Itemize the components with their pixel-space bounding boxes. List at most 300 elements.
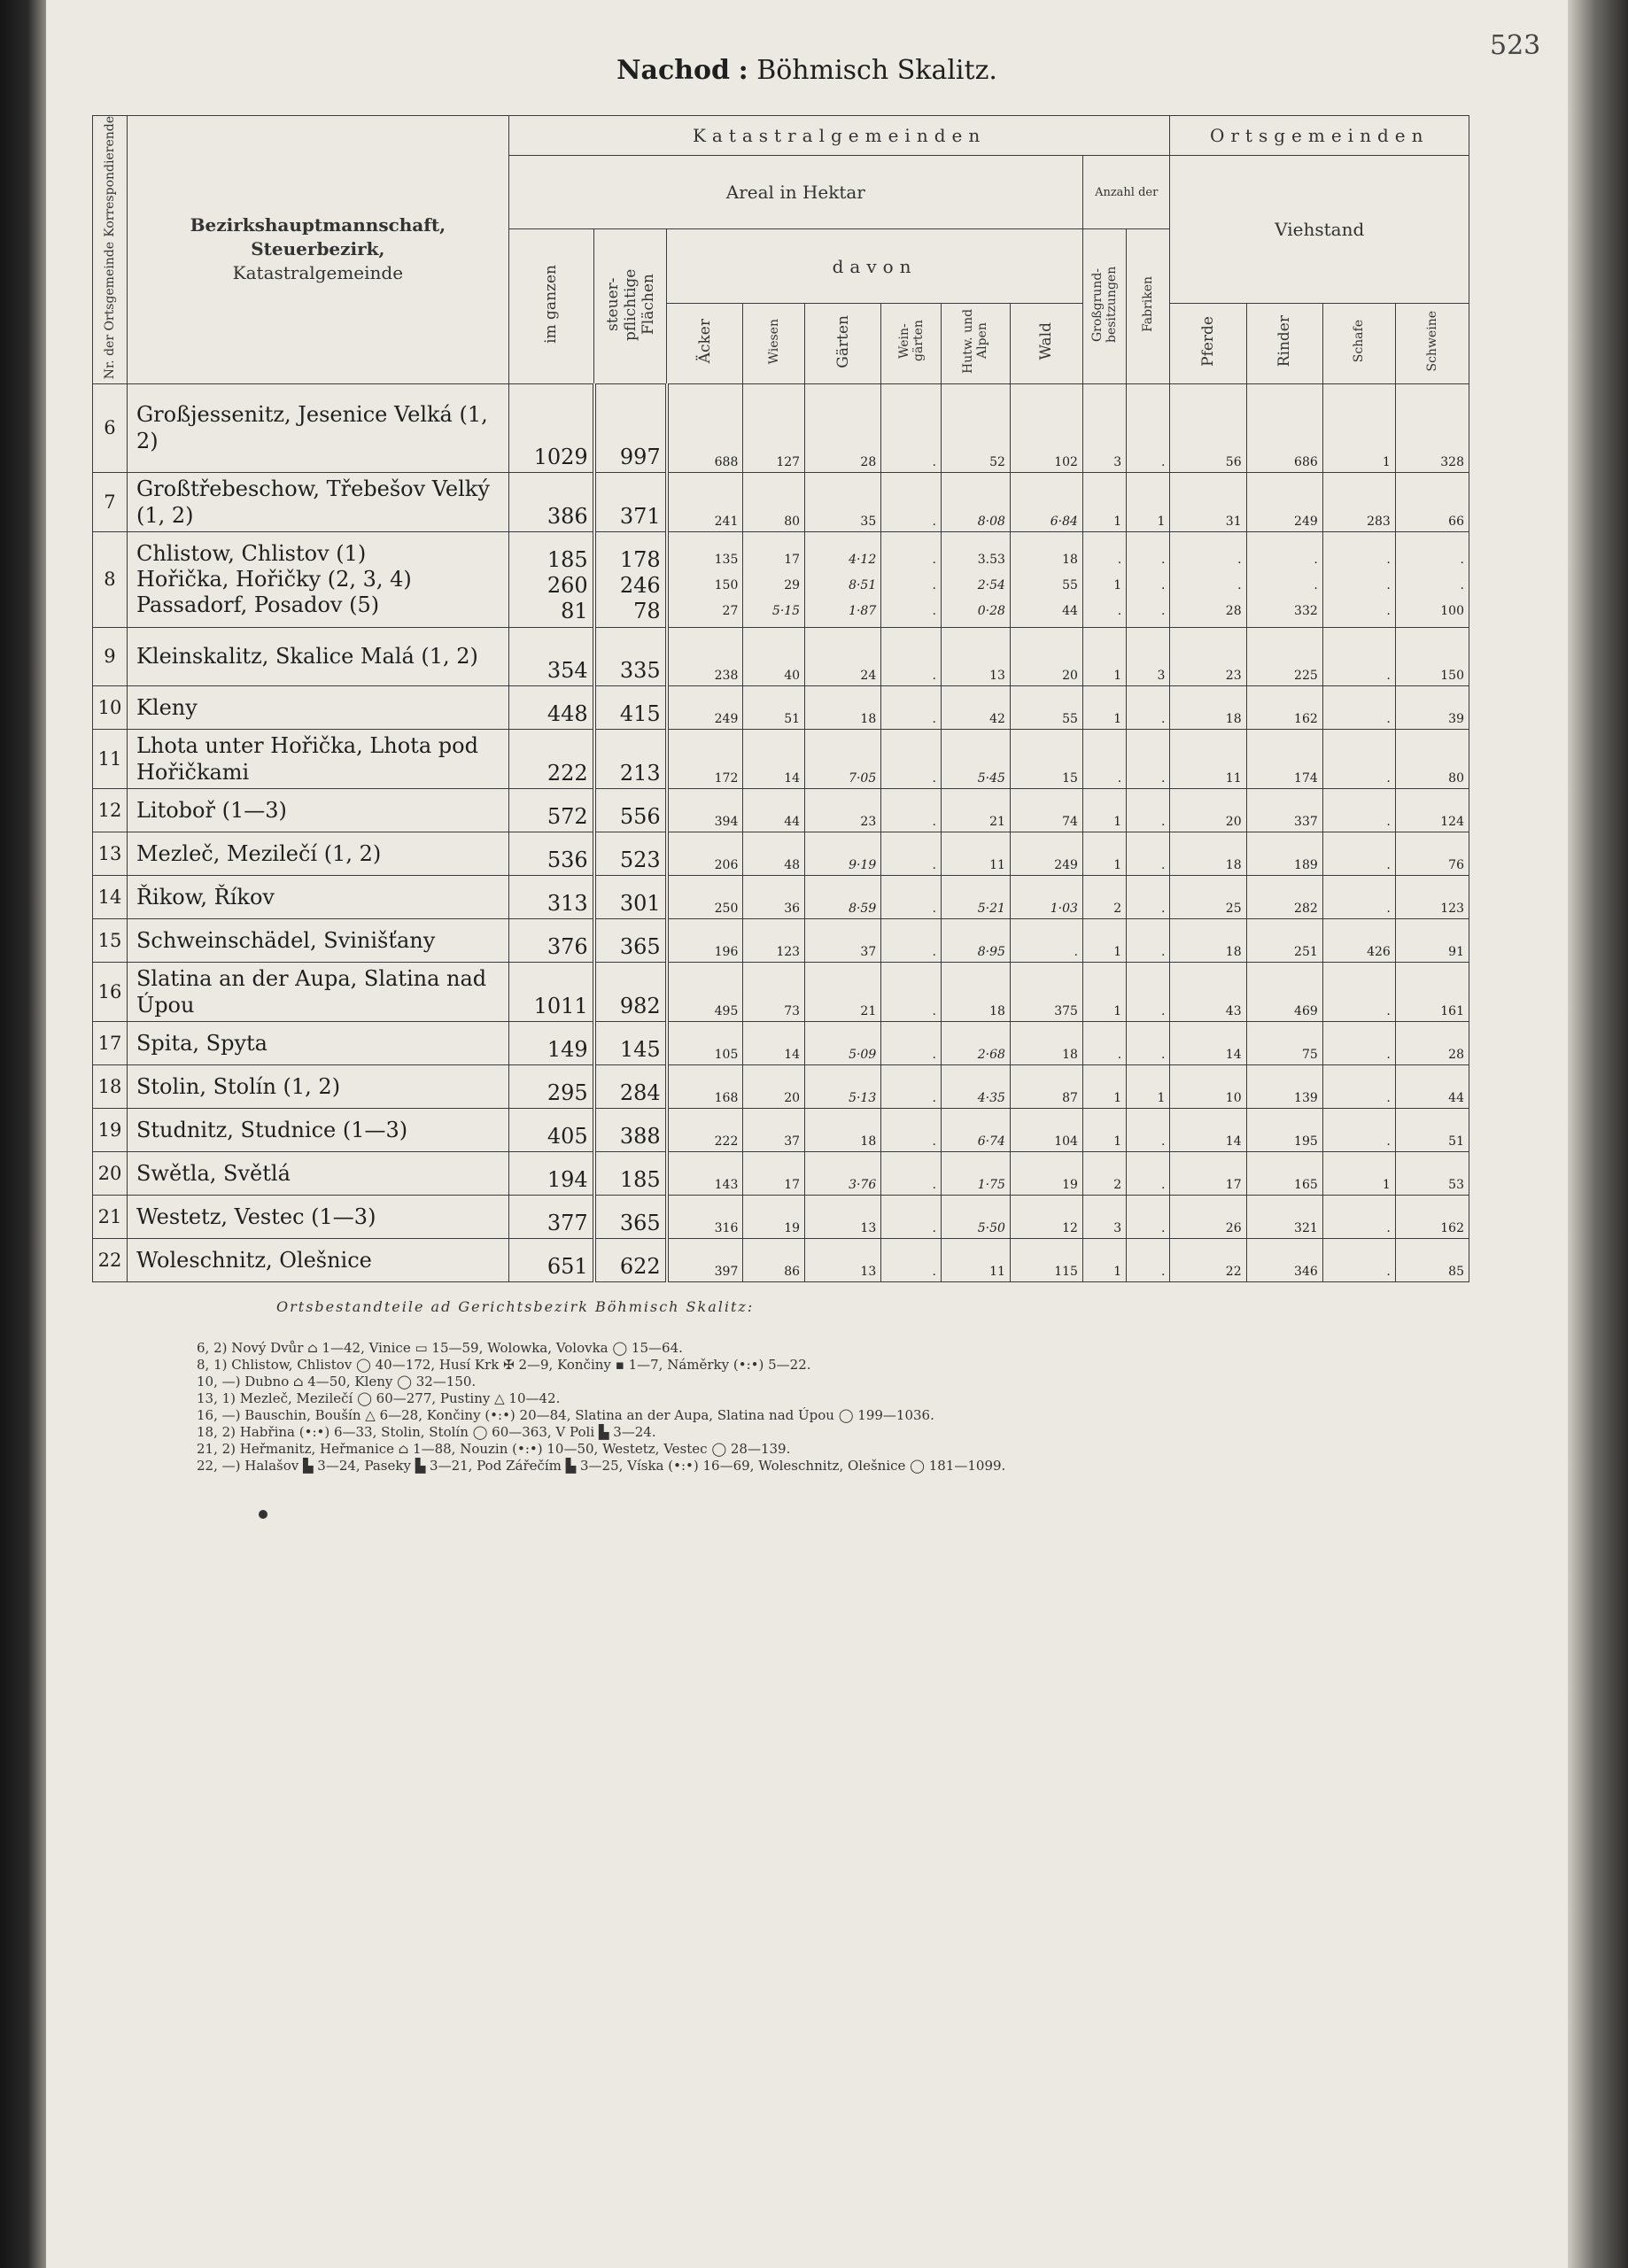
row-number: 20 — [93, 1151, 128, 1195]
cell-wald: 87 — [1010, 1064, 1082, 1108]
cell-schafe: . — [1322, 627, 1395, 685]
cell-taxable: 415 — [594, 685, 667, 729]
cell-schafe: 283 — [1322, 472, 1395, 531]
cell-fabr: 3 — [1127, 627, 1170, 685]
cell-acker: 206 — [667, 832, 743, 875]
cell-wiesen: 14 — [743, 729, 805, 788]
cell-taxable: 622 — [594, 1238, 667, 1281]
cell-wiesen: 48 — [743, 832, 805, 875]
cell-rinder: 195 — [1246, 1108, 1322, 1151]
cell-gross: 3 — [1082, 383, 1126, 472]
cell-wald: 19 — [1010, 1151, 1082, 1195]
cell-garten: 28 — [805, 383, 881, 472]
cell-fabr: 1 — [1127, 1064, 1170, 1108]
row-number: 17 — [93, 1021, 128, 1064]
cell-schweine: 28 — [1395, 1021, 1469, 1064]
row-name-line: Hořička, Hořičky (2, 3, 4) — [136, 566, 412, 592]
cell-rinder: 337 — [1246, 788, 1322, 832]
row-name: Kleinskalitz, Skalice Malá (1, 2) — [127, 627, 508, 685]
row-number: 7 — [93, 472, 128, 531]
cell-wald: 1·03 — [1010, 875, 1082, 918]
row-number: 19 — [93, 1108, 128, 1151]
cell-rinder: 174 — [1246, 729, 1322, 788]
table-row — [93, 1195, 1469, 1238]
cell-schweine: 51 — [1395, 1108, 1469, 1151]
cell-gross: 1 — [1082, 1064, 1126, 1108]
cell-total: 651 — [508, 1238, 593, 1281]
cell-rinder: 165 — [1246, 1151, 1322, 1195]
cell-gross: . — [1082, 729, 1126, 788]
cell-pferde: 11 — [1170, 729, 1246, 788]
cell-value: . — [1386, 603, 1391, 618]
row-number: 16 — [93, 962, 128, 1021]
cell-wald: 20 — [1010, 627, 1082, 685]
cell-wald: 15 — [1010, 729, 1082, 788]
cell-pferde: 56 — [1170, 383, 1246, 472]
cell-acker: 495 — [667, 962, 743, 1021]
cell-rinder: 346 — [1246, 1238, 1322, 1281]
cell-value: 260 — [547, 572, 588, 598]
cell-wiesen: 14 — [743, 1021, 805, 1064]
running-head — [46, 55, 1568, 86]
cell-taxable: 371 — [594, 472, 667, 531]
cell-fabr — [1127, 531, 1170, 627]
cell-rinder: 282 — [1246, 875, 1322, 918]
row-number: 13 — [93, 832, 128, 875]
row-name: Mezleč, Mezilečí (1, 2) — [127, 832, 508, 875]
table-row — [93, 962, 1469, 1021]
cell-schweine: 76 — [1395, 832, 1469, 875]
cell-wiesen: 44 — [743, 788, 805, 832]
cell-garten: 18 — [805, 685, 881, 729]
cell-schweine: 85 — [1395, 1238, 1469, 1281]
cell-hutw: 18 — [941, 962, 1010, 1021]
cell-wiesen: 73 — [743, 962, 805, 1021]
cell-gross: 2 — [1082, 875, 1126, 918]
row-number: 9 — [93, 627, 128, 685]
header-weingarten: Wein-gärten — [881, 303, 942, 383]
cell-total: 448 — [508, 685, 593, 729]
cell-total: 1011 — [508, 962, 593, 1021]
cell-acker: 105 — [667, 1021, 743, 1064]
cell-schafe: 426 — [1322, 918, 1395, 962]
cell-total: 536 — [508, 832, 593, 875]
footnote-line: 16, —) Bauschin, Boušín △ 6—28, Končiny (•:•) 20—84, Slatina an der Aupa, Slatina nad Úpou ◯ 199—1036. — [197, 1407, 934, 1423]
cell-total: 149 — [508, 1021, 593, 1064]
header-steuerpflichtig: steuer-pflichtige Flächen — [594, 229, 667, 384]
cell-garten: 18 — [805, 1108, 881, 1151]
cell-pferde: 18 — [1170, 685, 1246, 729]
cell-schweine: 53 — [1395, 1151, 1469, 1195]
header-im-ganzen: im ganzen — [508, 229, 593, 384]
cell-wiesen: 80 — [743, 472, 805, 531]
cell-acker — [667, 531, 743, 627]
cell-acker: 238 — [667, 627, 743, 685]
table-row — [93, 1108, 1469, 1151]
cell-wald: 18 — [1010, 1021, 1082, 1064]
row-name: Woleschnitz, Olešnice — [127, 1238, 508, 1281]
cell-schafe: . — [1322, 788, 1395, 832]
cell-hutw: 5·45 — [941, 729, 1010, 788]
cell-fabr: . — [1127, 1195, 1170, 1238]
header-nr-line2: Nr. der Ortsgemeinde — [102, 241, 117, 379]
cell-wein: . — [881, 1064, 942, 1108]
cell-value: 178 — [619, 546, 661, 572]
cell-wald: 104 — [1010, 1108, 1082, 1151]
cell-value: 332 — [1294, 603, 1318, 618]
cell-wiesen — [743, 531, 805, 627]
row-name: Kleny — [127, 685, 508, 729]
cell-total: 354 — [508, 627, 593, 685]
cell-total: 295 — [508, 1064, 593, 1108]
cell-wiesen: 40 — [743, 627, 805, 685]
cell-hutw: 1·75 — [941, 1151, 1010, 1195]
cell-wein: . — [881, 875, 942, 918]
cell-taxable: 556 — [594, 788, 667, 832]
page — [46, 0, 1568, 2268]
cell-gross: 1 — [1082, 472, 1126, 531]
cell-acker: 249 — [667, 685, 743, 729]
cell-fabr: . — [1127, 1021, 1170, 1064]
cell-pferde: 10 — [1170, 1064, 1246, 1108]
row-name: Schweinschädel, Svinišťany — [127, 918, 508, 962]
cell-gross: 1 — [1082, 1238, 1126, 1281]
row-name: Großtřebeschow, Třebešov Velký (1, 2) — [127, 472, 508, 531]
row-name: Spita, Spyta — [127, 1021, 508, 1064]
cell-wald: 115 — [1010, 1238, 1082, 1281]
cell-taxable: 365 — [594, 1195, 667, 1238]
cell-garten: 5·09 — [805, 1021, 881, 1064]
cell-hutw: 6·74 — [941, 1108, 1010, 1151]
cell-value: 100 — [1440, 603, 1464, 618]
cell-hutw: 21 — [941, 788, 1010, 832]
table-row — [93, 729, 1469, 788]
cell-value: 17 — [784, 552, 801, 567]
row-number: 18 — [93, 1064, 128, 1108]
cell-wald — [1010, 531, 1082, 627]
row-name: Slatina an der Aupa, Slatina nad Úpou — [127, 962, 508, 1021]
row-number: 12 — [93, 788, 128, 832]
cell-wein: . — [881, 1195, 942, 1238]
cell-wein: . — [881, 832, 942, 875]
cell-gross: 1 — [1082, 918, 1126, 962]
cell-pferde: 43 — [1170, 962, 1246, 1021]
cell-value: . — [1237, 552, 1242, 567]
cell-fabr: . — [1127, 918, 1170, 962]
row-name: Westetz, Vestec (1—3) — [127, 1195, 508, 1238]
cell-wein: . — [881, 472, 942, 531]
cell-value: 2·54 — [977, 577, 1005, 592]
header-nr — [93, 116, 128, 384]
cell-pferde: 20 — [1170, 788, 1246, 832]
cell-fabr: . — [1127, 1108, 1170, 1151]
row-name: Lhota unter Hořička, Lhota pod Hořičkami — [127, 729, 508, 788]
cell-pferde: 14 — [1170, 1108, 1246, 1151]
cell-gross: . — [1082, 1021, 1126, 1064]
table-row — [93, 832, 1469, 875]
cell-value: 29 — [784, 577, 801, 592]
cell-garten: 21 — [805, 962, 881, 1021]
cell-wein: . — [881, 1108, 942, 1151]
table-row — [93, 627, 1469, 685]
cell-hutw: 11 — [941, 1238, 1010, 1281]
cell-wein: . — [881, 383, 942, 472]
cell-rinder: 686 — [1246, 383, 1322, 472]
cell-pferde: 26 — [1170, 1195, 1246, 1238]
cell-rinder: 189 — [1246, 832, 1322, 875]
cell-schweine: 123 — [1395, 875, 1469, 918]
cell-fabr: . — [1127, 1238, 1170, 1281]
cell-gross: 1 — [1082, 832, 1126, 875]
cell-schweine: 44 — [1395, 1064, 1469, 1108]
cell-taxable: 301 — [594, 875, 667, 918]
cell-value: . — [932, 577, 936, 592]
cell-value: 44 — [1062, 603, 1078, 618]
cell-rinder: 225 — [1246, 627, 1322, 685]
cell-wein: . — [881, 962, 942, 1021]
cell-wald: 375 — [1010, 962, 1082, 1021]
table-header — [93, 116, 1469, 384]
cell-schafe: 1 — [1322, 1151, 1395, 1195]
cell-wiesen: 37 — [743, 1108, 805, 1151]
cell-total: 194 — [508, 1151, 593, 1195]
header-viehstand: Viehstand — [1170, 156, 1469, 304]
table-row — [93, 1238, 1469, 1281]
cell-rinder: 75 — [1246, 1021, 1322, 1064]
cell-value: 1·87 — [849, 603, 877, 618]
cell-garten: 35 — [805, 472, 881, 531]
cell-rinder — [1246, 531, 1322, 627]
cell-wiesen: 17 — [743, 1151, 805, 1195]
table-row — [93, 875, 1469, 918]
cell-acker: 241 — [667, 472, 743, 531]
cell-value: . — [1161, 552, 1166, 567]
cell-schafe: . — [1322, 832, 1395, 875]
book-binding-shadow-left — [0, 0, 46, 2268]
cell-schafe: . — [1322, 962, 1395, 1021]
footnote-line: 10, —) Dubno ⌂ 4—50, Kleny ◯ 32—150. — [197, 1374, 477, 1389]
cell-hutw: 8·08 — [941, 472, 1010, 531]
cell-hutw: 11 — [941, 832, 1010, 875]
row-name: Großjessenitz, Jesenice Velká (1, 2) — [127, 383, 508, 472]
cell-value: 28 — [1225, 603, 1242, 618]
cell-pferde: 17 — [1170, 1151, 1246, 1195]
cell-taxable: 982 — [594, 962, 667, 1021]
cell-garten: 9·19 — [805, 832, 881, 875]
cell-acker: 196 — [667, 918, 743, 962]
row-number: 21 — [93, 1195, 128, 1238]
header-areal: Areal in Hektar — [508, 156, 1082, 229]
cell-value: 135 — [714, 552, 739, 567]
cell-value: . — [1161, 577, 1166, 592]
cell-fabr: . — [1127, 962, 1170, 1021]
cell-value: 55 — [1062, 577, 1078, 592]
cell-pferde: 31 — [1170, 472, 1246, 531]
cell-pferde: 18 — [1170, 832, 1246, 875]
header-schweine: Schweine — [1395, 303, 1469, 383]
cell-value: . — [1161, 603, 1166, 618]
cell-total: 405 — [508, 1108, 593, 1151]
cell-garten: 3·76 — [805, 1151, 881, 1195]
cell-taxable — [594, 531, 667, 627]
cell-value: 3.53 — [977, 552, 1005, 567]
cell-gross: 2 — [1082, 1151, 1126, 1195]
cell-schweine: 328 — [1395, 383, 1469, 472]
cell-pferde: 22 — [1170, 1238, 1246, 1281]
cell-wald: . — [1010, 918, 1082, 962]
table-row — [93, 918, 1469, 962]
cell-fabr: . — [1127, 1151, 1170, 1195]
header-katastral: Katastralgemeinden — [508, 116, 1170, 156]
header-anzahl: Anzahl der — [1082, 156, 1170, 229]
cell-wein: . — [881, 1021, 942, 1064]
running-head-separator: : — [738, 55, 748, 86]
cell-rinder: 139 — [1246, 1064, 1322, 1108]
cell-hutw — [941, 531, 1010, 627]
cell-garten: 23 — [805, 788, 881, 832]
footnote-line: 8, 1) Chlistow, Chlistov ◯ 40—172, Husí Krk ✠ 2—9, Končiny ▪ 1—7, Náměrky (•:•) 5—22. — [197, 1357, 811, 1373]
row-name: Studnitz, Studnice (1—3) — [127, 1108, 508, 1151]
header-nr-line1: Korrespondierende — [102, 116, 117, 237]
cell-wiesen: 36 — [743, 875, 805, 918]
cell-schafe: . — [1322, 1064, 1395, 1108]
cell-wald: 74 — [1010, 788, 1082, 832]
cell-wiesen: 20 — [743, 1064, 805, 1108]
cell-wald: 55 — [1010, 685, 1082, 729]
cell-acker: 688 — [667, 383, 743, 472]
cell-schafe: 1 — [1322, 383, 1395, 472]
cell-fabr: . — [1127, 685, 1170, 729]
cell-gross: 1 — [1082, 627, 1126, 685]
row-number: 14 — [93, 875, 128, 918]
cell-fabr: 1 — [1127, 472, 1170, 531]
book-edge-shadow-right — [1568, 0, 1628, 2268]
cell-total: 376 — [508, 918, 593, 962]
cell-total: 1029 — [508, 383, 593, 472]
cell-wein: . — [881, 1238, 942, 1281]
cell-rinder: 162 — [1246, 685, 1322, 729]
cell-value: . — [1460, 577, 1464, 592]
footnote-line: 21, 2) Heřmanitz, Heřmanice ⌂ 1—88, Nouzin (•:•) 10—50, Westetz, Vestec ◯ 28—139. — [197, 1441, 791, 1457]
cell-value: 4·12 — [849, 552, 877, 567]
cell-acker: 316 — [667, 1195, 743, 1238]
table-row — [93, 472, 1469, 531]
cell-pferde — [1170, 531, 1246, 627]
cell-wald: 12 — [1010, 1195, 1082, 1238]
cell-wein — [881, 531, 942, 627]
cell-wiesen: 127 — [743, 383, 805, 472]
cell-garten: 7·05 — [805, 729, 881, 788]
cell-wiesen: 51 — [743, 685, 805, 729]
cell-hutw: 42 — [941, 685, 1010, 729]
cell-total: 222 — [508, 729, 593, 788]
cell-hutw: 4·35 — [941, 1064, 1010, 1108]
cell-value: . — [932, 603, 936, 618]
cell-wein: . — [881, 729, 942, 788]
footnote-line: 22, —) Halašov ▙ 3—24, Paseky ▙ 3—21, Pod Zářečím ▙ 3—25, Víska (•:•) 16—69, Woleschnitz, Olešnice ◯ 181—1099. — [197, 1458, 1006, 1474]
cell-schweine: 124 — [1395, 788, 1469, 832]
cell-garten: 8·59 — [805, 875, 881, 918]
cell-gross: 1 — [1082, 788, 1126, 832]
cell-schafe — [1322, 531, 1395, 627]
cell-value: 8·51 — [849, 577, 877, 592]
cell-value: . — [1314, 552, 1318, 567]
cell-total: 377 — [508, 1195, 593, 1238]
cell-total — [508, 531, 593, 627]
cell-pferde: 18 — [1170, 918, 1246, 962]
header-district-line3: Katastralgemeinde — [232, 262, 404, 284]
ink-spot — [259, 1510, 267, 1519]
cell-taxable: 335 — [594, 627, 667, 685]
cell-acker: 143 — [667, 1151, 743, 1195]
cell-acker: 250 — [667, 875, 743, 918]
footnotes — [197, 1298, 1437, 1475]
cell-taxable: 523 — [594, 832, 667, 875]
cell-value: 78 — [633, 598, 661, 623]
cell-hutw: 5·21 — [941, 875, 1010, 918]
header-pferde: Pferde — [1170, 303, 1246, 383]
header-orts: Ortsgemeinden — [1170, 116, 1469, 156]
footnote-line: 18, 2) Habřina (•:•) 6—33, Stolin, Stolín ◯ 60—363, V Poli ▙ 3—24. — [197, 1424, 656, 1440]
cell-value: 185 — [547, 546, 588, 572]
cell-schweine: 150 — [1395, 627, 1469, 685]
footnote-line: 6, 2) Nový Dvůr ⌂ 1—42, Vinice ▭ 15—59, Wolowka, Volovka ◯ 15—64. — [197, 1340, 683, 1356]
cell-gross: 1 — [1082, 1108, 1126, 1151]
header-rinder: Rinder — [1246, 303, 1322, 383]
row-name: Řikow, Říkov — [127, 875, 508, 918]
cell-gross — [1082, 531, 1126, 627]
cell-schweine: 162 — [1395, 1195, 1469, 1238]
table-row — [93, 383, 1469, 472]
header-district-line2: Steuerbezirk, — [251, 238, 385, 260]
cell-acker: 397 — [667, 1238, 743, 1281]
cell-schweine: 161 — [1395, 962, 1469, 1021]
cell-wein: . — [881, 1151, 942, 1195]
cell-rinder: 251 — [1246, 918, 1322, 962]
cell-acker: 394 — [667, 788, 743, 832]
row-number: 10 — [93, 685, 128, 729]
cell-taxable: 365 — [594, 918, 667, 962]
cell-schweine — [1395, 531, 1469, 627]
row-name: Litoboř (1—3) — [127, 788, 508, 832]
cell-total: 386 — [508, 472, 593, 531]
row-number: 22 — [93, 1238, 128, 1281]
cell-fabr: . — [1127, 729, 1170, 788]
row-name-line: Chlistow, Chlistov (1) — [136, 540, 367, 566]
cell-schweine: 80 — [1395, 729, 1469, 788]
cell-value: . — [1460, 552, 1464, 567]
cell-value: . — [932, 552, 936, 567]
cell-rinder: 249 — [1246, 472, 1322, 531]
row-number: 8 — [93, 531, 128, 627]
cell-rinder: 469 — [1246, 962, 1322, 1021]
cell-wiesen: 86 — [743, 1238, 805, 1281]
page-number: 523 — [1490, 30, 1541, 61]
cell-garten: 5·13 — [805, 1064, 881, 1108]
table-body — [93, 383, 1469, 1281]
cell-gross: 1 — [1082, 685, 1126, 729]
header-wiesen: Wiesen — [743, 303, 805, 383]
running-head-court: Böhmisch Skalitz. — [756, 55, 997, 86]
header-acker: Äcker — [667, 303, 743, 383]
cell-value: . — [1117, 552, 1122, 567]
table-row — [93, 531, 1469, 627]
cell-value: . — [1117, 603, 1122, 618]
cell-pferde: 14 — [1170, 1021, 1246, 1064]
cell-wein: . — [881, 918, 942, 962]
cell-value: 0·28 — [977, 603, 1005, 618]
cell-fabr: . — [1127, 832, 1170, 875]
